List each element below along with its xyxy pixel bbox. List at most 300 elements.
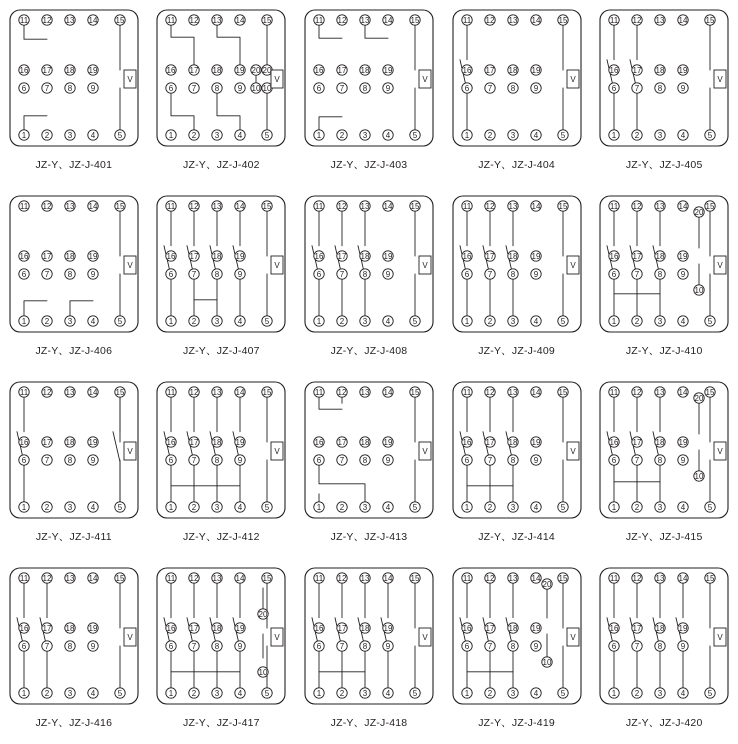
terminal-midlower-6 (461, 455, 471, 465)
svg-text:5: 5 (707, 502, 713, 512)
svg-text:17: 17 (485, 65, 495, 75)
terminal-midlower-9 (235, 455, 245, 465)
svg-text:6: 6 (611, 641, 617, 651)
svg-text:6: 6 (464, 269, 469, 279)
svg-text:1: 1 (169, 502, 174, 512)
svg-text:2: 2 (634, 502, 640, 512)
terminal-midlower-8 (65, 269, 75, 279)
svg-text:12: 12 (632, 201, 642, 211)
svg-text:V: V (717, 74, 723, 84)
svg-text:19: 19 (383, 251, 393, 261)
relay-wiring-diagram (299, 190, 439, 338)
svg-text:14: 14 (531, 15, 541, 25)
terminal-top-11 (609, 573, 619, 583)
terminal-midlower-8 (655, 641, 665, 651)
terminal-top-13 (360, 573, 370, 583)
svg-text:15: 15 (115, 15, 125, 25)
terminal-midlower-9 (678, 641, 688, 651)
terminal-midlower-9 (88, 269, 98, 279)
terminal-top-15 (115, 573, 125, 583)
svg-text:8: 8 (362, 269, 368, 279)
svg-text:15: 15 (705, 201, 715, 211)
relay-outline (10, 568, 138, 704)
svg-text:6: 6 (21, 269, 27, 279)
terminal-top-12 (42, 573, 52, 583)
terminal-aux-20 (258, 609, 268, 619)
svg-text:9: 9 (680, 455, 686, 465)
svg-text:4: 4 (533, 316, 538, 326)
terminal-bottom-4 (678, 502, 688, 512)
terminal-top-14 (530, 573, 540, 583)
svg-text:10: 10 (542, 657, 552, 667)
svg-text:14: 14 (235, 387, 245, 397)
svg-text:2: 2 (339, 316, 345, 326)
terminal-midupper-18 (507, 623, 517, 633)
svg-text:11: 11 (19, 201, 28, 211)
svg-text:19: 19 (235, 623, 245, 633)
svg-text:18: 18 (508, 623, 518, 633)
svg-text:14: 14 (678, 201, 688, 211)
terminal-bottom-2 (632, 316, 642, 326)
svg-text:16: 16 (19, 65, 29, 75)
terminal-bottom-4 (678, 688, 688, 698)
svg-text:6: 6 (169, 641, 174, 651)
terminal-midupper-17 (484, 251, 494, 261)
terminal-top-14 (235, 15, 245, 25)
terminal-bottom-5 (705, 502, 715, 512)
svg-text:14: 14 (88, 15, 98, 25)
terminal-midupper-16 (461, 623, 471, 633)
svg-text:17: 17 (189, 437, 199, 447)
svg-text:4: 4 (90, 688, 96, 698)
svg-text:4: 4 (385, 688, 391, 698)
svg-text:5: 5 (412, 502, 418, 512)
terminal-midlower-8 (212, 641, 222, 651)
terminal-midupper-17 (337, 623, 347, 633)
terminal-midupper-17 (632, 437, 642, 447)
co3 (319, 465, 365, 502)
terminal-bottom-5 (115, 502, 125, 512)
terminal-top-13 (507, 573, 517, 583)
svg-text:15: 15 (262, 387, 272, 397)
svg-text:11: 11 (610, 573, 619, 583)
terminal-midlower-9 (88, 83, 98, 93)
svg-text:V: V (274, 260, 281, 270)
terminal-midlower-6 (166, 641, 176, 651)
coil-symbol (567, 70, 579, 88)
svg-text:9: 9 (238, 641, 243, 651)
terminal-midupper-18 (655, 437, 665, 447)
terminal-midupper-17 (632, 251, 642, 261)
terminal-midlower-7 (189, 455, 199, 465)
terminal-bottom-4 (678, 130, 688, 140)
svg-text:15: 15 (262, 15, 272, 25)
svg-text:1: 1 (169, 130, 174, 140)
terminal-midupper-17 (189, 251, 199, 261)
svg-text:17: 17 (337, 251, 347, 261)
terminal-top-11 (19, 387, 29, 397)
svg-text:8: 8 (510, 269, 515, 279)
svg-text:11: 11 (462, 387, 471, 397)
svg-text:13: 13 (360, 387, 370, 397)
terminal-bottom-2 (189, 130, 199, 140)
terminal-midupper-18 (655, 65, 665, 75)
diagram-cell (443, 0, 591, 186)
terminal-midupper-19 (235, 65, 245, 75)
svg-text:3: 3 (215, 130, 220, 140)
svg-text:10: 10 (258, 667, 268, 677)
svg-text:15: 15 (410, 573, 420, 583)
contact-blade (113, 432, 120, 462)
terminal-top-12 (189, 573, 199, 583)
terminal-top-13 (507, 201, 517, 211)
terminal-midlower-6 (314, 455, 324, 465)
svg-text:13: 13 (508, 15, 518, 25)
svg-text:2: 2 (339, 130, 345, 140)
terminal-top-12 (632, 15, 642, 25)
terminal-bottom-1 (461, 502, 471, 512)
terminal-bottom-3 (65, 688, 75, 698)
diagram-caption: JZ-Y、JZ-J-402 (183, 159, 260, 171)
terminal-midupper-16 (166, 437, 176, 447)
svg-text:12: 12 (42, 387, 52, 397)
svg-text:V: V (127, 74, 133, 84)
svg-text:19: 19 (678, 437, 688, 447)
svg-text:9: 9 (90, 83, 96, 93)
svg-text:17: 17 (337, 623, 347, 633)
svg-text:1: 1 (611, 688, 617, 698)
terminal-midupper-17 (189, 65, 199, 75)
terminal-midupper-16 (314, 437, 324, 447)
terminal-midlower-7 (42, 83, 52, 93)
svg-text:13: 13 (655, 15, 665, 25)
svg-text:12: 12 (632, 387, 642, 397)
svg-text:9: 9 (385, 641, 391, 651)
terminal-midupper-17 (189, 437, 199, 447)
terminal-top-11 (166, 15, 176, 25)
terminal-midupper-16 (19, 623, 29, 633)
terminal-top-15 (705, 15, 715, 25)
svg-text:5: 5 (412, 688, 418, 698)
svg-text:20: 20 (694, 393, 704, 403)
svg-text:20: 20 (542, 579, 552, 589)
svg-text:2: 2 (44, 688, 50, 698)
terminal-midupper-16 (19, 437, 29, 447)
svg-text:14: 14 (531, 201, 541, 211)
svg-text:16: 16 (166, 437, 176, 447)
terminal-midlower-8 (507, 269, 517, 279)
terminal-midlower-7 (484, 269, 494, 279)
nc-top-left (24, 25, 47, 39)
svg-text:13: 13 (508, 201, 518, 211)
svg-text:13: 13 (212, 201, 222, 211)
terminal-midupper-19 (383, 65, 393, 75)
svg-text:2: 2 (487, 688, 492, 698)
terminal-aux-10 (694, 471, 704, 481)
terminal-bottom-5 (557, 130, 567, 140)
terminal-top-11 (314, 573, 324, 583)
svg-text:5: 5 (265, 316, 270, 326)
terminal-bottom-2 (632, 502, 642, 512)
svg-text:20: 20 (262, 65, 272, 75)
terminal-midupper-18 (507, 65, 517, 75)
svg-text:11: 11 (610, 201, 619, 211)
svg-text:12: 12 (632, 573, 642, 583)
svg-text:8: 8 (215, 455, 220, 465)
svg-text:1: 1 (464, 688, 469, 698)
terminal-midlower-8 (212, 455, 222, 465)
svg-text:9: 9 (90, 455, 96, 465)
terminal-midlower-6 (609, 641, 619, 651)
terminal-midupper-19 (530, 623, 540, 633)
svg-text:19: 19 (235, 65, 245, 75)
svg-text:19: 19 (678, 251, 688, 261)
diagram-caption: JZ-Y、JZ-J-416 (35, 717, 113, 729)
diagram-caption: JZ-Y、JZ-J-409 (478, 345, 555, 357)
terminal-bottom-5 (557, 688, 567, 698)
terminal-aux-20 (694, 207, 704, 217)
svg-text:V: V (422, 446, 428, 456)
nc3 (319, 117, 342, 130)
svg-text:19: 19 (383, 437, 393, 447)
relay-wiring-diagram (151, 190, 291, 338)
svg-text:V: V (717, 446, 723, 456)
terminal-top-15 (410, 201, 420, 211)
terminal-top-15 (557, 387, 567, 397)
terminal-midupper-19 (530, 65, 540, 75)
svg-text:20: 20 (258, 609, 268, 619)
terminal-bottom-4 (235, 688, 245, 698)
terminal-midlower-9 (235, 269, 245, 279)
svg-text:11: 11 (167, 387, 176, 397)
svg-text:6: 6 (21, 83, 27, 93)
svg-text:2: 2 (339, 502, 345, 512)
terminal-bottom-4 (530, 130, 540, 140)
terminal-bottom-1 (19, 502, 29, 512)
terminal-midupper-19 (235, 251, 245, 261)
terminal-top-14 (678, 201, 688, 211)
svg-text:5: 5 (265, 502, 270, 512)
terminal-aux-10 (258, 667, 268, 677)
svg-text:1: 1 (21, 316, 27, 326)
svg-text:5: 5 (707, 316, 713, 326)
svg-text:17: 17 (337, 65, 347, 75)
diagram-caption: JZ-Y、JZ-J-403 (330, 159, 408, 171)
svg-text:19: 19 (383, 623, 393, 633)
terminal-midupper-17 (337, 65, 347, 75)
svg-text:3: 3 (215, 502, 220, 512)
terminal-midlower-9 (530, 269, 540, 279)
svg-text:8: 8 (657, 269, 663, 279)
terminal-bottom-4 (88, 688, 98, 698)
terminal-top-15 (705, 573, 715, 583)
terminal-midlower-8 (655, 83, 665, 93)
svg-text:9: 9 (385, 269, 391, 279)
relay-wiring-diagram (151, 4, 291, 152)
terminal-midupper-19 (678, 437, 688, 447)
svg-text:3: 3 (215, 316, 220, 326)
relay-outline (600, 196, 728, 332)
terminal-bottom-3 (65, 130, 75, 140)
terminal-top-12 (337, 201, 347, 211)
svg-text:12: 12 (42, 15, 52, 25)
svg-text:5: 5 (707, 688, 713, 698)
terminal-bottom-5 (262, 316, 272, 326)
terminal-bottom-2 (484, 502, 494, 512)
terminal-bottom-3 (212, 130, 222, 140)
svg-text:16: 16 (609, 65, 619, 75)
svg-text:15: 15 (262, 573, 272, 583)
svg-text:8: 8 (657, 455, 663, 465)
coil-symbol (714, 442, 726, 460)
relay-outline (600, 382, 728, 518)
terminal-midlower-9 (678, 83, 688, 93)
svg-text:8: 8 (510, 83, 515, 93)
svg-text:15: 15 (558, 201, 568, 211)
terminal-midupper-17 (42, 623, 52, 633)
svg-text:16: 16 (462, 251, 472, 261)
svg-text:15: 15 (115, 573, 125, 583)
terminal-midupper-18 (65, 65, 75, 75)
terminal-bottom-2 (42, 688, 52, 698)
terminal-midupper-18 (212, 251, 222, 261)
terminal-bottom-1 (314, 316, 324, 326)
svg-text:11: 11 (610, 15, 619, 25)
terminal-midlower-9 (530, 455, 540, 465)
relay-wiring-diagram (4, 562, 144, 710)
svg-text:17: 17 (485, 251, 495, 261)
terminal-bottom-3 (507, 316, 517, 326)
svg-text:3: 3 (510, 688, 515, 698)
svg-text:19: 19 (235, 437, 245, 447)
relay-wiring-diagram (594, 4, 734, 152)
svg-text:14: 14 (531, 387, 541, 397)
svg-text:2: 2 (44, 502, 50, 512)
svg-text:6: 6 (611, 83, 617, 93)
terminal-bottom-4 (235, 502, 245, 512)
diagram-caption: JZ-Y、JZ-J-405 (625, 159, 703, 171)
diagram-caption: JZ-Y、JZ-J-417 (183, 717, 260, 729)
terminal-midlower-8 (507, 83, 517, 93)
svg-text:5: 5 (117, 316, 123, 326)
svg-text:6: 6 (169, 83, 174, 93)
svg-text:15: 15 (558, 15, 568, 25)
terminal-bottom-1 (609, 688, 619, 698)
coil-symbol (124, 442, 136, 460)
terminal-bottom-1 (609, 130, 619, 140)
terminal-bottom-3 (65, 502, 75, 512)
svg-text:7: 7 (487, 269, 492, 279)
svg-text:9: 9 (238, 455, 243, 465)
svg-text:6: 6 (169, 455, 174, 465)
coil-symbol (271, 256, 283, 274)
svg-text:19: 19 (678, 623, 688, 633)
terminal-bottom-3 (655, 130, 665, 140)
svg-text:16: 16 (462, 437, 472, 447)
terminal-midupper-18 (212, 623, 222, 633)
svg-text:7: 7 (339, 269, 345, 279)
svg-text:9: 9 (680, 641, 686, 651)
svg-text:16: 16 (19, 437, 29, 447)
coil-symbol (714, 628, 726, 646)
terminal-bottom-5 (705, 130, 715, 140)
svg-text:2: 2 (634, 688, 640, 698)
svg-text:12: 12 (337, 387, 347, 397)
terminal-midlower-9 (383, 269, 393, 279)
svg-text:3: 3 (657, 688, 663, 698)
svg-text:14: 14 (235, 15, 245, 25)
terminal-midupper-17 (632, 65, 642, 75)
terminal-top-14 (235, 201, 245, 211)
terminal-top-12 (484, 573, 494, 583)
terminal-aux-20 (541, 579, 551, 589)
svg-text:17: 17 (632, 251, 642, 261)
svg-text:1: 1 (21, 688, 27, 698)
svg-text:3: 3 (657, 502, 663, 512)
svg-text:7: 7 (339, 83, 345, 93)
terminal-bottom-4 (530, 688, 540, 698)
svg-text:9: 9 (385, 83, 391, 93)
svg-text:17: 17 (485, 623, 495, 633)
svg-text:5: 5 (412, 130, 418, 140)
terminal-bottom-2 (42, 316, 52, 326)
svg-text:2: 2 (192, 316, 197, 326)
coil-symbol (567, 256, 579, 274)
relay-outline (10, 382, 138, 518)
svg-text:7: 7 (487, 455, 492, 465)
svg-text:9: 9 (238, 269, 243, 279)
svg-text:1: 1 (316, 688, 322, 698)
relay-outline (10, 10, 138, 146)
svg-text:13: 13 (508, 573, 518, 583)
terminal-bottom-2 (337, 502, 347, 512)
terminal-midlower-6 (461, 641, 471, 651)
svg-text:7: 7 (192, 455, 197, 465)
svg-text:6: 6 (316, 269, 322, 279)
coil-symbol (419, 628, 431, 646)
svg-text:3: 3 (362, 688, 368, 698)
svg-text:1: 1 (316, 130, 322, 140)
svg-text:1: 1 (169, 316, 174, 326)
svg-text:18: 18 (212, 65, 222, 75)
terminal-top-12 (484, 15, 494, 25)
terminal-top-15 (262, 573, 272, 583)
svg-text:12: 12 (337, 15, 347, 25)
terminal-bottom-2 (337, 316, 347, 326)
svg-text:6: 6 (316, 455, 322, 465)
svg-text:12: 12 (632, 15, 642, 25)
svg-text:7: 7 (634, 455, 640, 465)
terminal-midlower-6 (314, 641, 324, 651)
svg-text:12: 12 (189, 15, 199, 25)
svg-text:15: 15 (115, 387, 125, 397)
svg-text:18: 18 (508, 65, 518, 75)
terminal-top-14 (530, 15, 540, 25)
svg-text:2: 2 (339, 688, 345, 698)
svg-text:18: 18 (65, 623, 75, 633)
svg-text:19: 19 (88, 437, 98, 447)
terminal-bottom-3 (655, 316, 665, 326)
terminal-top-11 (19, 15, 29, 25)
svg-text:19: 19 (531, 437, 541, 447)
svg-text:6: 6 (21, 455, 27, 465)
terminal-midlower-6 (166, 455, 176, 465)
terminal-top-15 (557, 201, 567, 211)
svg-text:12: 12 (485, 387, 495, 397)
svg-text:2: 2 (487, 316, 492, 326)
terminal-top-14 (383, 201, 393, 211)
terminal-midupper-19 (235, 623, 245, 633)
